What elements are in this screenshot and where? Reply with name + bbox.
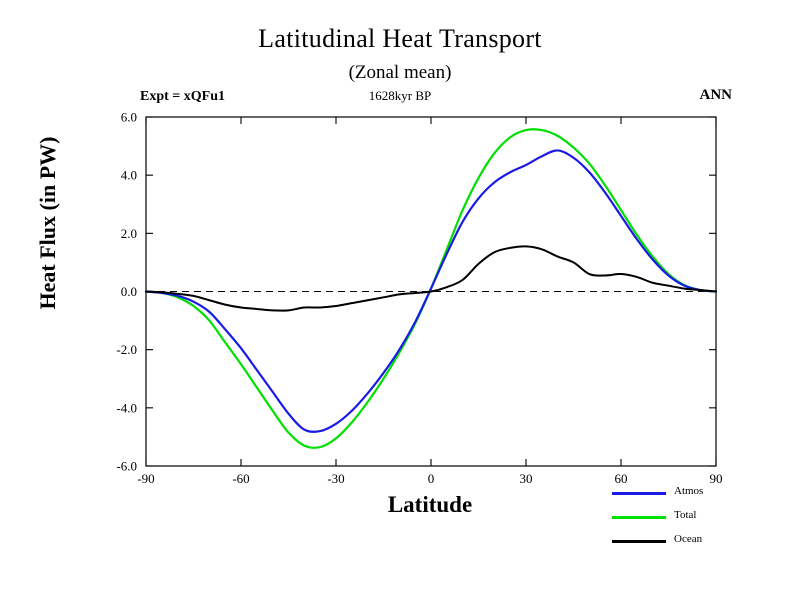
y-tick-label: 0.0 [120, 284, 137, 299]
x-tick-label: 30 [519, 471, 533, 486]
y-tick-label: 6.0 [120, 109, 137, 125]
legend-swatch-total [612, 516, 666, 519]
legend-label-atmos: Atmos [674, 485, 704, 497]
y-tick-label: -6.0 [116, 458, 137, 474]
x-tick-label: 90 [709, 471, 723, 486]
chart-subtitle: (Zonal mean) [348, 62, 452, 83]
x-tick-label: 0 [427, 471, 435, 486]
legend-item-atmos [612, 482, 772, 506]
y-tick-label: 2.0 [120, 225, 137, 241]
y-tick-label: -4.0 [116, 400, 137, 416]
x-tick-label: -90 [137, 471, 155, 486]
y-tick-label: -2.0 [116, 342, 137, 358]
legend-item-total [612, 506, 772, 530]
legend-swatch-ocean [612, 540, 666, 543]
experiment-label: Expt = xQFu1 [140, 89, 225, 104]
legend-label-total: Total [674, 509, 697, 521]
chart-legend [612, 482, 772, 554]
x-axis-label: Latitude [387, 492, 473, 517]
x-tick-label: 60 [614, 471, 628, 486]
season-label: ANN [699, 87, 732, 103]
x-tick-label: -30 [327, 471, 345, 486]
x-tick-label: -60 [232, 471, 250, 486]
chart-title: Latitudinal Heat Transport [258, 24, 542, 53]
y-axis-label: Heat Flux (in PW) [35, 136, 60, 310]
legend-item-ocean [612, 530, 772, 554]
legend-swatch-atmos [612, 492, 666, 495]
legend-label-ocean: Ocean [674, 533, 703, 545]
series-line-ocean [146, 246, 716, 310]
y-tick-label: 4.0 [120, 167, 137, 183]
period-label: 1628kyr BP [368, 88, 432, 103]
